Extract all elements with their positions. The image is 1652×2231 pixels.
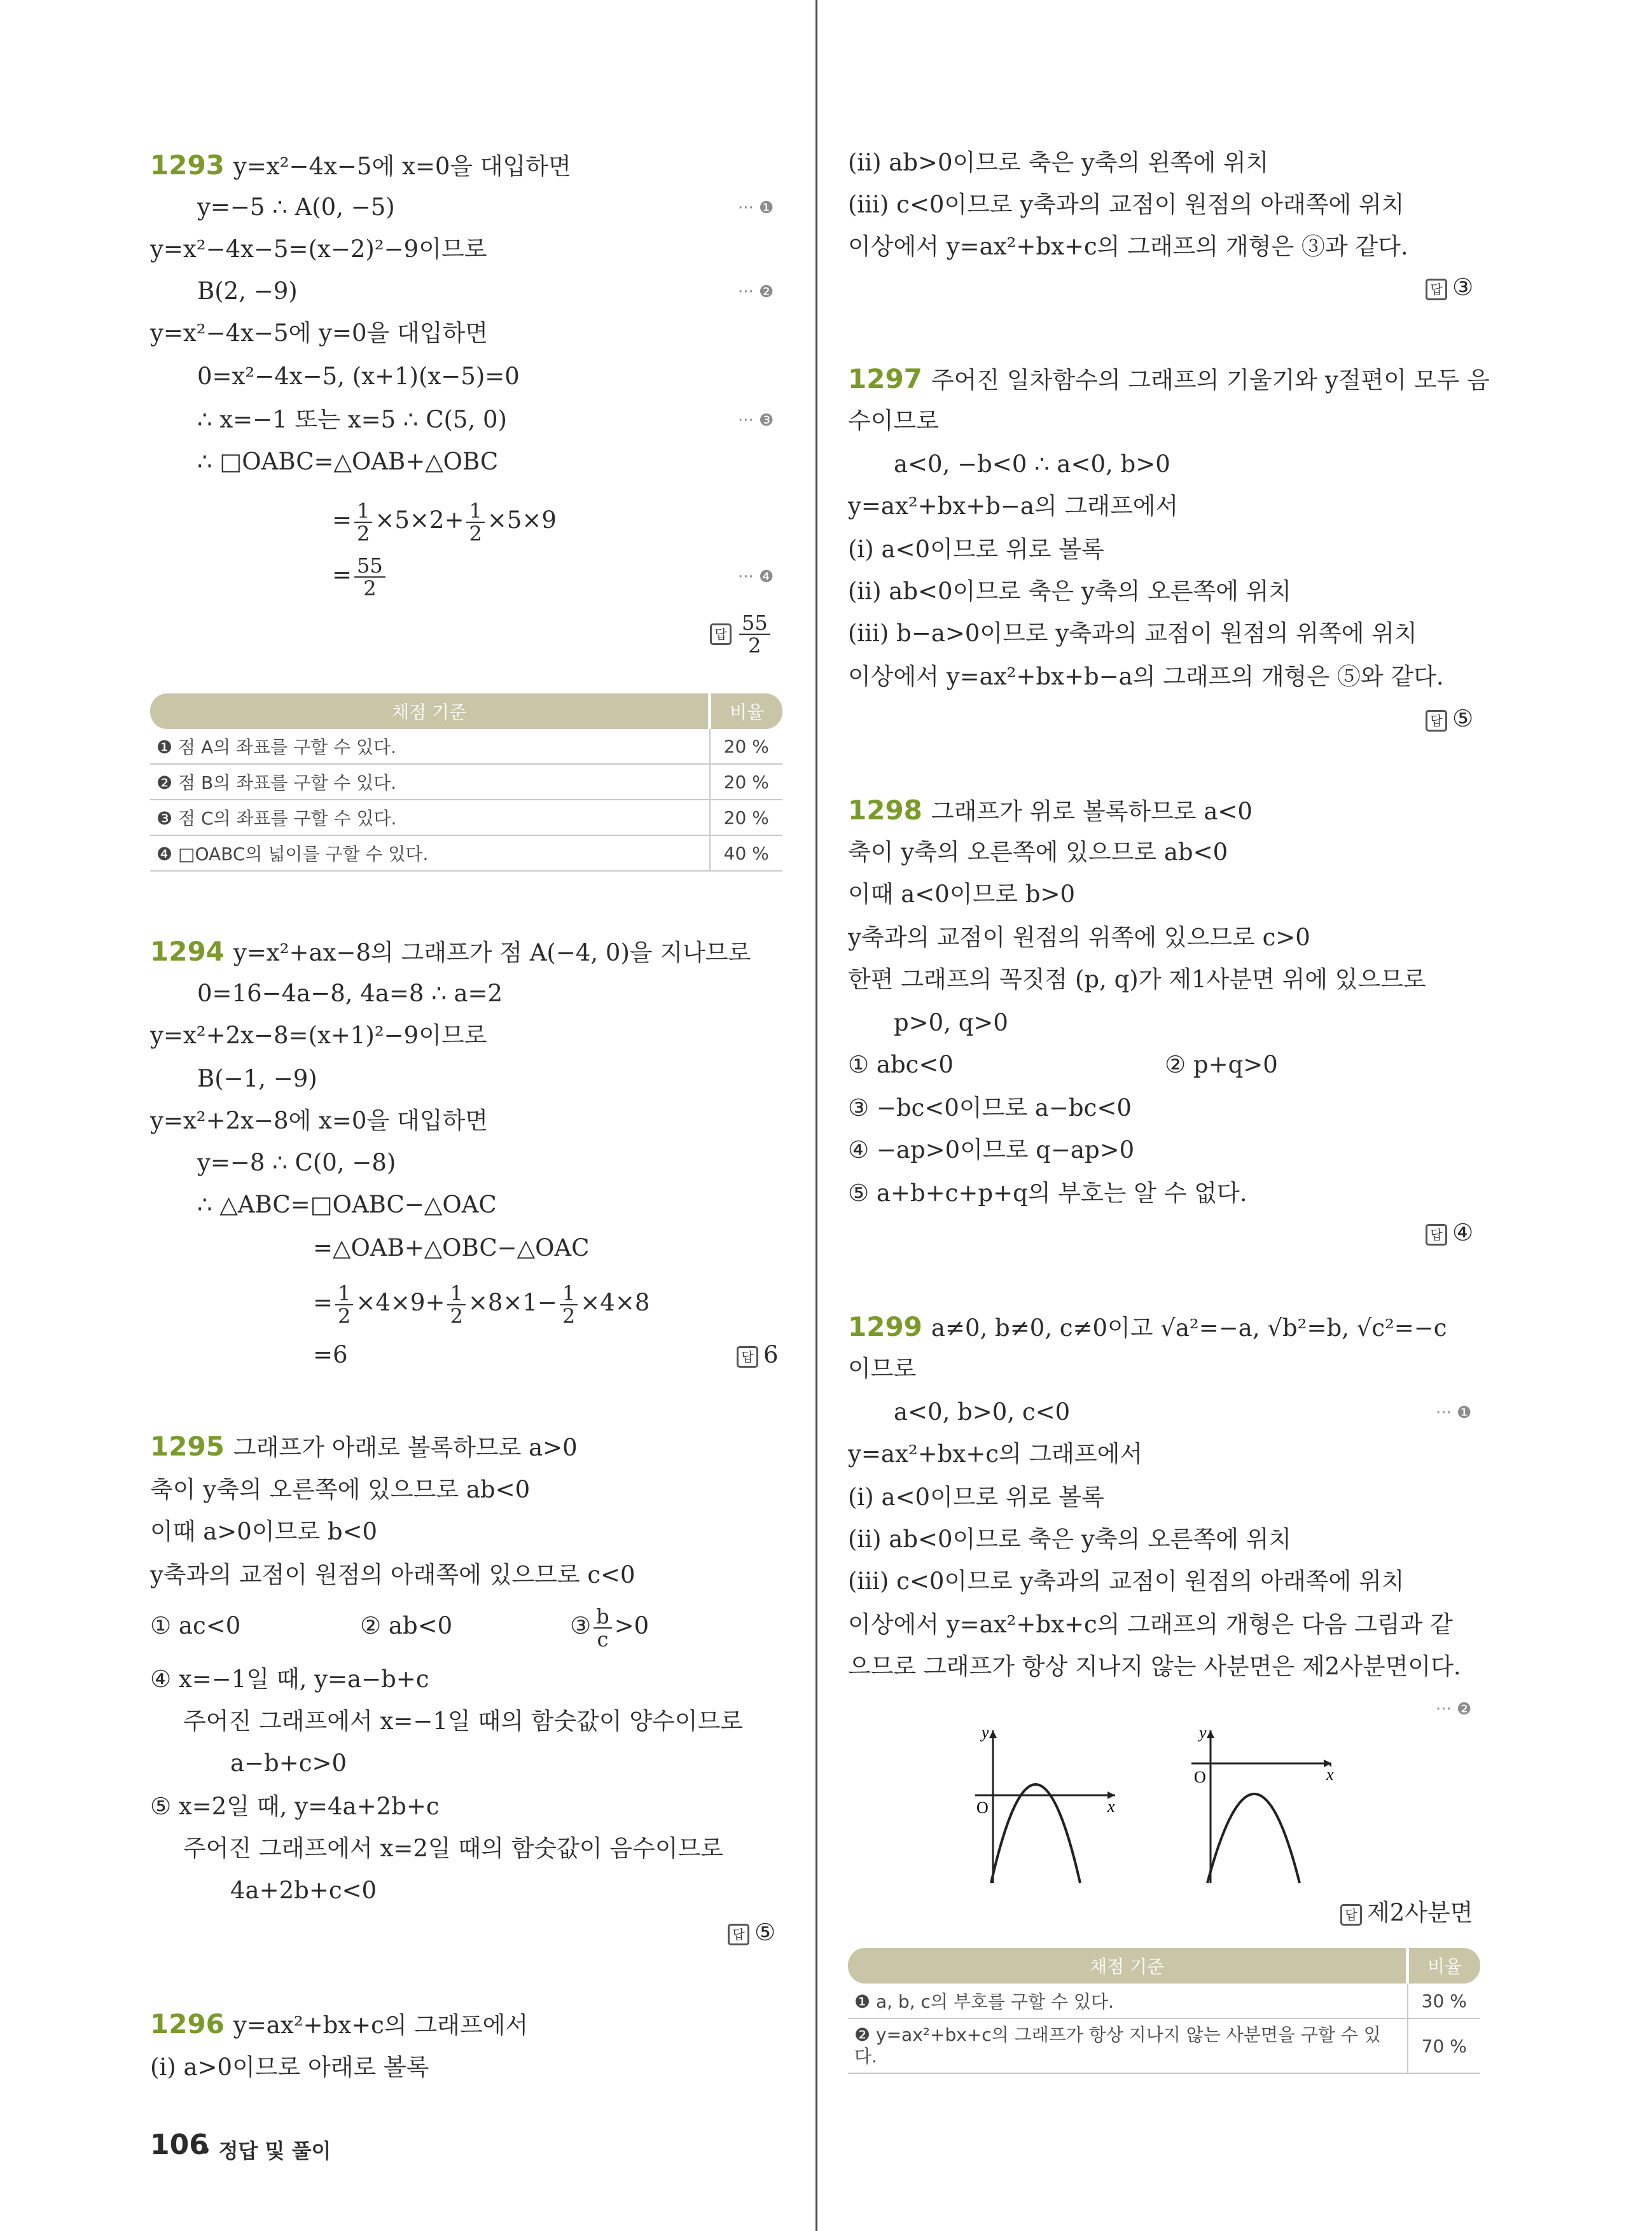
problem-1294-line-1: 1294 y=x²+ax−8의 그래프가 점 A(−4, 0)을 지나므로 [150,936,751,967]
table-row: ❷ 점 B의 좌표를 구할 수 있다. 20 % [150,764,782,800]
grading-table-1293 [150,693,782,872]
problem-1293-line-3: y=x²−4x−5=(x−2)²−9이므로 [150,235,487,263]
answer-tag-icon: 답 [1426,279,1447,300]
problem-1297-line-3: a<0, −b<0 ∴ a<0, b>0 [894,450,1170,478]
problem-1295-line-3: 이때 a>0이므로 b<0 [150,1518,378,1545]
problem-1299-line-7: (ⅲ) c<0이므로 y축과의 교점이 원점의 아래쪽에 위치 [848,1567,1405,1595]
problem-1293-line-4: B(2, −9) [197,277,298,305]
problem-1298-choice-1: ① abc<0 [848,1051,954,1078]
problem-1293-line-8: ∴ □OABC=△OAB+△OBC [197,448,499,475]
problem-1299-line-5: (ⅰ) a<0이므로 위로 볼록 [848,1484,1104,1511]
problem-1296-line-3: (ⅱ) ab>0이므로 축은 y축의 왼쪽에 위치 [848,149,1269,176]
svg-text:y: y [1199,1724,1207,1742]
problem-1293-line-6: 0=x²−4x−5, (x+1)(x−5)=0 [197,363,520,390]
table-header-ratio: 비율 [710,693,783,729]
problem-1297-line-1: 1297 주어진 일차함수의 그래프의 기울기와 y절편이 모두 음 [848,363,1490,394]
table-row: ❶ a, b, c의 부호를 구할 수 있다. 30 % [848,1984,1480,2019]
step-marker-4: ··· ❹ [738,567,774,587]
problem-number: 1296 [150,2008,225,2040]
problem-1295-line-2: 축이 y축의 오른쪽에 있으므로 ab<0 [150,1476,531,1503]
problem-1293-line-2: y=−5 ∴ A(0, −5) [197,193,395,221]
problem-1299-line-2: 이므로 [848,1355,917,1382]
problem-1295-line-6: ④ x=−1일 때, y=a−b+c [150,1665,429,1693]
answer-tag-icon: 답 [728,1924,749,1945]
answer-1298: 답 ④ [1426,1219,1473,1246]
problem-1296-line-1: 1296 y=ax²+bx+c의 그래프에서 [150,2008,529,2040]
answer-1299: 답 제2사분면 [1340,1893,1473,1928]
problem-number: 1294 [150,936,225,967]
problem-1297-line-6: (ⅱ) ab<0이므로 축은 y축의 오른쪽에 위치 [848,578,1292,605]
problem-1299-line-6: (ⅱ) ab<0이므로 축은 y축의 오른쪽에 위치 [848,1526,1292,1553]
problem-1299-line-9: 으므로 그래프가 항상 지나지 않는 사분면은 제2사분면이다. [848,1653,1461,1680]
problem-1298-line-6: p>0, q>0 [894,1009,1008,1036]
problem-1299-line-8: 이상에서 y=ax²+bx+c의 그래프의 개형은 다음 그림과 같 [848,1611,1453,1638]
graph-1 [975,1724,1115,1883]
problem-1294-line-3: y=x²+2x−8=(x+1)²−9이므로 [150,1022,487,1049]
answer-tag-icon: 답 [1426,710,1447,732]
problem-1298-line-10: ⑤ a+b+c+p+q의 부호는 알 수 없다. [848,1179,1247,1207]
problem-1294-line-9: = $\frac{1}{2}$ ×4×9+ $\frac{1}{2}$ ×8×1− $\frac{1}{2}$ ×4×8 [313,1281,650,1328]
graph-2 [1191,1724,1334,1883]
grading-table-1299 [848,1948,1480,2074]
parabola-graphs [956,1724,1363,1889]
problem-1297-line-5: (ⅰ) a<0이므로 위로 볼록 [848,536,1104,563]
problem-1295-line-10: 주어진 그래프에서 x=2일 때의 함숫값이 음수이므로 [183,1835,724,1862]
problem-1298-line-4: y축과의 교점이 원점의 위쪽에 있으므로 c>0 [848,924,1310,951]
answer-tag-icon: 답 [1426,1224,1447,1246]
problem-1298-line-1: 1298 그래프가 위로 볼록하므로 a<0 [848,795,1253,826]
problem-1293-line-9: = $\frac{1}{2}$ ×5×2+ $\frac{1}{2}$ ×5×9 [332,498,557,546]
answer-1296: 답 ③ [1426,274,1473,301]
answer-tag-icon: 답 [1340,1904,1362,1926]
answer-1293: 답 $\frac{55}{2}$ [710,612,773,657]
footer-title: • 정답 및 풀이 [198,2139,331,2163]
fraction-half: $\frac{1}{2}$ [466,500,484,545]
table-header-criteria: 채점 기준 [848,1948,1408,1984]
fraction-55-2: $\frac{55}{2}$ [354,555,385,599]
problem-1294-line-5: y=x²+2x−8에 x=0을 대입하면 [150,1107,488,1134]
problem-1298-line-3: 이때 a<0이므로 b>0 [848,880,1076,908]
problem-1295-line-7: 주어진 그래프에서 x=−1일 때의 함숫값이 양수이므로 [183,1707,744,1735]
problem-1297-line-7: (ⅲ) b−a>0이므로 y축과의 교점이 원점의 위쪽에 위치 [848,620,1417,647]
step-marker-1: ··· ❶ [738,198,774,218]
problem-1295-line-8: a−b+c>0 [230,1749,347,1777]
problem-1295-choice-1: ① ac<0 [150,1612,241,1639]
problem-1295-line-9: ⑤ x=2일 때, y=4a+2b+c [150,1793,440,1820]
problem-1294-line-8: =△OAB+△OBC−△OAC [313,1234,590,1261]
problem-1295-choice-2: ② ab<0 [360,1612,453,1639]
problem-1298-choice-2: ② p+q>0 [1165,1051,1278,1078]
problem-1298-line-9: ④ −ap>0이므로 q−ap>0 [848,1136,1135,1164]
answer-1295: 답 ⑤ [728,1919,775,1946]
problem-1297-line-4: y=ax²+bx+b−a의 그래프에서 [848,492,1179,520]
svg-text:x: x [1326,1765,1334,1784]
problem-1296-line-5: 이상에서 y=ax²+bx+c의 그래프의 개형은 ③과 같다. [848,233,1408,260]
step-marker-1: ··· ❶ [1436,1403,1472,1422]
problem-1296-line-2: (ⅰ) a>0이므로 아래로 볼록 [150,2054,429,2081]
problem-1293-line-7: ∴ x=−1 또는 x=5 ∴ C(5, 0) [197,406,507,433]
fraction-half: $\frac{1}{2}$ [354,500,372,545]
problem-1294-line-6: y=−8 ∴ C(0, −8) [197,1149,396,1176]
left-column [148,0,784,2231]
right-column [848,0,1490,2231]
svg-text:y: y [982,1724,989,1742]
problem-1293-line-10: = $\frac{55}{2}$ [332,551,388,599]
table-header-criteria: 채점 기준 [150,693,710,729]
svg-text:x: x [1107,1797,1115,1816]
problem-1294-line-4: B(−1, −9) [197,1065,317,1092]
svg-text:O: O [1194,1768,1206,1786]
problem-1295-choice-3: ③ $\frac{b}{c}$ >0 [570,1604,649,1651]
step-marker-2: ··· ❷ [1436,1700,1472,1719]
problem-1294-line-10: =6 [313,1341,348,1368]
problem-1294-line-2: 0=16−4a−8, 4a=8 ∴ a=2 [197,980,503,1007]
problem-1293-line-5: y=x²−4x−5에 y=0을 대입하면 [150,319,488,347]
problem-1299-line-3: a<0, b>0, c<0 [894,1398,1071,1426]
column-divider [816,0,817,2231]
parabola-curve [1207,1794,1300,1883]
table-header-ratio: 비율 [1408,1948,1481,1984]
problem-number: 1293 [150,149,225,181]
step-marker-2: ··· ❷ [738,282,774,302]
parabola-curve [991,1784,1080,1883]
problem-number: 1297 [848,363,922,394]
table-row: ❸ 점 C의 좌표를 구할 수 있다. 20 % [150,800,782,835]
table-row: ❷ y=ax²+bx+c의 그래프가 항상 지나지 않는 사분면을 구할 수 있다. 70 % [848,2019,1480,2073]
answer-tag-icon: 답 [710,623,732,645]
problem-1295-line-1: 1295 그래프가 아래로 볼록하므로 a>0 [150,1431,578,1462]
problem-number: 1299 [848,1311,922,1342]
problem-1295-line-4: y축과의 교점이 원점의 아래쪽에 있으므로 c<0 [150,1561,635,1588]
step-marker-3: ··· ❸ [738,411,774,430]
problem-1296-line-4: (ⅲ) c<0이므로 y축과의 교점이 원점의 아래쪽에 위치 [848,191,1405,218]
problem-1298-line-5: 한편 그래프의 꼭짓점 (p, q)가 제1사분면 위에 있으므로 [848,966,1426,993]
page-number: 106 [150,2129,209,2161]
problem-1299-line-4: y=ax²+bx+c의 그래프에서 [848,1440,1143,1468]
problem-1298-line-2: 축이 y축의 오른쪽에 있으므로 ab<0 [848,838,1228,866]
svg-text:O: O [976,1798,989,1817]
problem-number: 1298 [848,795,922,826]
answer-1294: 답 6 [737,1341,779,1368]
problem-1298-line-8: ③ −bc<0이므로 a−bc<0 [848,1094,1132,1122]
problem-1297-line-2: 수이므로 [848,407,939,434]
problem-1299-line-1: 1299 a≠0, b≠0, c≠0이고 √a²=−a, √b²=b, √c²=−c [848,1311,1447,1342]
answer-tag-icon: 답 [737,1346,758,1368]
table-row: ❹ □OABC의 넓이를 구할 수 있다. 40 % [150,835,782,871]
problem-1295-line-11: 4a+2b+c<0 [230,1877,377,1904]
problem-1293-line-1: 1293 y=x²−4x−5에 x=0을 대입하면 [150,149,571,181]
problem-1294-line-7: ∴ △ABC=□OABC−△OAC [197,1191,497,1218]
table-row: ❶ 점 A의 좌표를 구할 수 있다. 20 % [150,729,782,764]
problem-number: 1295 [150,1431,225,1462]
answer-1297: 답 ⑤ [1426,705,1473,732]
problem-1297-line-8: 이상에서 y=ax²+bx+b−a의 그래프의 개형은 ⑤와 같다. [848,663,1444,690]
